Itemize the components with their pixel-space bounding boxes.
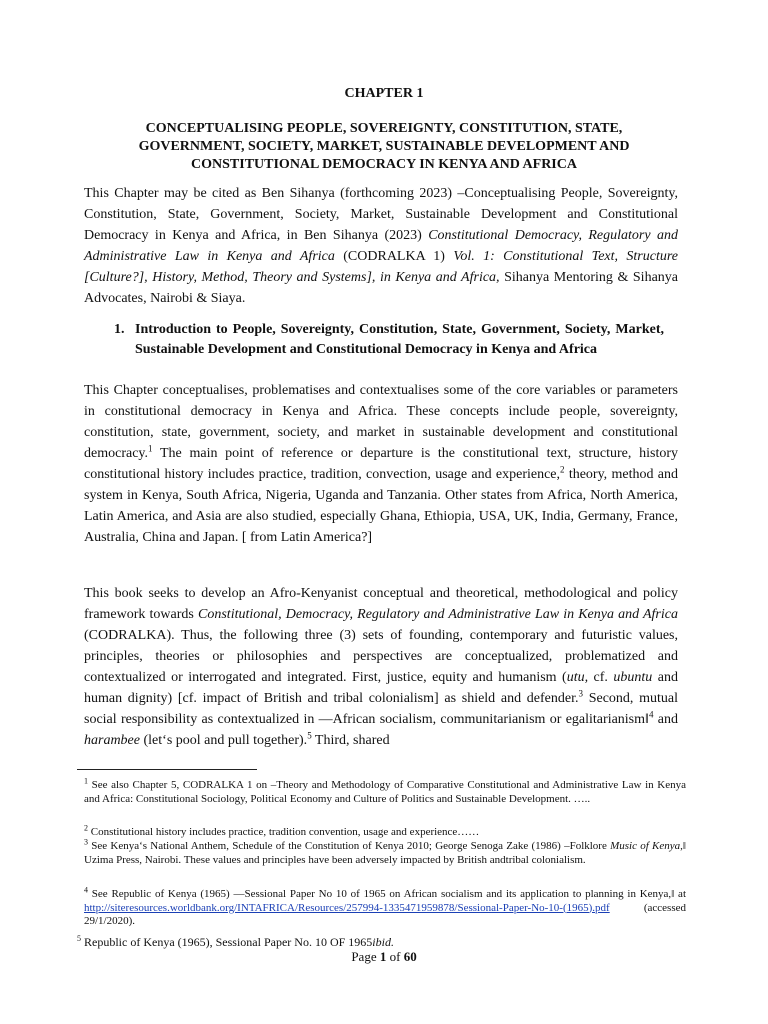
footnote-1: $^1$ See also Chapter 5, CODRALKA 1 on –Theory and Methodology of Comparative Constitutional and Administrative Law in Kenya and Africa: Constitutional Sociology, Political Economy and Culture of Politics and Sustainable Development. …..: [84, 776, 686, 805]
footnote-4: $^4$ See Republic of Kenya (1965) —Sessional Paper No 10 of 1965 on African socialism and its application to planning in Kenya,‖ at http://siteresources.worldbank.org/INTAFRICA/Resources/257994-1335471959878/Sessional-Paper-No-10-(1965).pdf (accessed 29/1/2020).: [84, 885, 686, 927]
section-number: 1.: [114, 322, 125, 337]
footnote-ref[interactable]: 1: [148, 443, 153, 454]
chapter-title: CONCEPTUALISING PEOPLE, SOVEREIGNTY, CONSTITUTION, STATE, GOVERNMENT, SOCIETY, MARKET, SUSTAINABLE DEVELOPMENT AND CONSTITUTIONAL DEMOCRACY IN KENYA AND AFRICA: [138, 121, 630, 172]
footnote-3: $^3$ See Kenya‘s National Anthem, Schedule of the Constitution of Kenya 2010; George Senoga Zake (1986) –Folklore Music of Kenya,‖ Uzima Press, Nairobi. These values and principles have been adversely impacted by British andtribal colonialism.: [84, 837, 686, 866]
footnote-ref[interactable]: 3: [578, 688, 583, 699]
sessional-paper-link[interactable]: http://siteresources.worldbank.org/INTAFRICA/Resources/257994-1335471959878/Sessional-Paper-No-10-(1965).pdf: [84, 901, 610, 914]
framework-paragraph: This book seeks to develop an Afro-Kenyanist conceptual and theoretical, methodological and policy framework towards Constitutional, Democracy, Regulatory and Administrative Law in Kenya and Africa (CODRALKA). Thus, the following three (3) sets of founding, contemporary and futuristic values, principles, theories or philosophies and perspectives are conceptualized, problematized and contextualized or interrogated and integrated. First, justice, equity and humanism (utu, cf. ubuntu and human dignity) [cf. impact of British and tribal colonialism] as shield and defender.$^3$ Second, mutual social responsibility as contextualized in —African socialism, communitarianism or egalitarianism‖$^4$ and harambee (let‘s pool and pull together).$^5$ Third, shared: [84, 586, 678, 748]
section-heading-text: Introduction to People, Sovereignty, Constitution, State, Government, Society, Market, Sustainable Development and Constitutional Democracy in Kenya and Africa: [135, 322, 664, 357]
footnote-ref[interactable]: 4: [648, 709, 654, 720]
intro-paragraph: This Chapter conceptualises, problematises and contextualises some of the core variables or parameters in constitutional democracy in Kenya and Africa. These concepts include people, sovereignty, constitution, state, government, society, and market in sustainable development and constitutional democracy.$^1$ The main point of reference or departure is the constitutional text, structure, history constitutional history includes practice, tradition, convection, usage and experience,$^2$ theory, method and system in Kenya, South Africa, Nigeria, Uganda and Tanzania. Other states from Africa, North America, Latin America, and Asia are also studied, especially Ghana, Ethiopia, USA, UK, India, Germany, France, Australia, China and Japan. [ from Latin America?]: [84, 383, 678, 545]
footnote-ref[interactable]: 5: [307, 730, 312, 741]
citation-paragraph: This Chapter may be cited as Ben Sihanya (forthcoming 2023) –Conceptualising People, Sovereignty, Constitution, State, Government, Society, Market, Sustainable Development and Constitutional Democracy in Kenya and Africa, in Ben Sihanya (2023) Constitutional Democracy, Regulatory and Administrative Law in Kenya and Africa (CODRALKA 1) Vol. 1: Constitutional Text, Structure [Culture?], History, Method, Theory and Systems], in Kenya and Africa, Sihanya Mentoring & Sihanya Advocates, Nairobi & Siaya.: [84, 186, 678, 306]
footnote-ref[interactable]: 2: [560, 464, 565, 475]
footnote-divider: [77, 769, 257, 770]
section-heading: [114, 320, 664, 360]
footnote-2: $^2$ Constitutional history includes practice, tradition convention, usage and experience……: [84, 823, 480, 838]
page-number: Page 1 of 60: [351, 949, 417, 964]
chapter-label: CHAPTER 1: [344, 86, 424, 101]
footnote-5: $^5$ Republic of Kenya (1965), Sessional Paper No. 10 OF 1965ibid.: [77, 934, 394, 949]
